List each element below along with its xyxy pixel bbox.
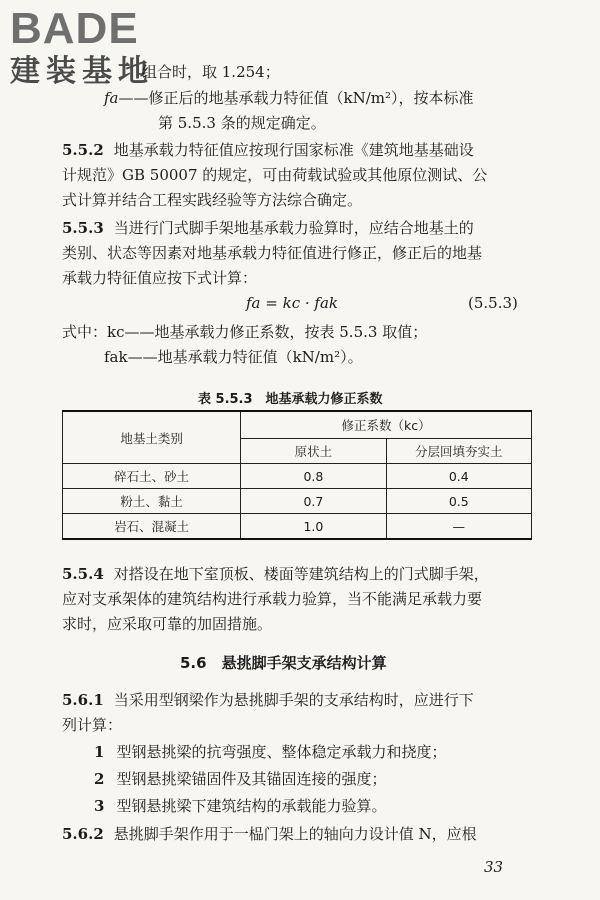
header-fill: 分层回填夯实土	[386, 439, 531, 464]
clause-5-6-1	[62, 690, 474, 710]
text-span: ——修正后的地基承载力特征值（kN/m²），按本标准	[118, 89, 474, 107]
clause-number: 5.6.2	[62, 825, 104, 843]
table-header-row	[63, 411, 532, 439]
item-number: 3	[94, 797, 105, 815]
text-line: fak——地基承载力特征值（kN/m²）。	[104, 348, 363, 366]
text-span: 型钢悬挑梁锚固件及其锚固连接的强度；	[116, 770, 387, 788]
table-row	[63, 514, 532, 540]
clause-5-6-2	[62, 824, 477, 844]
table-row	[63, 464, 532, 489]
cell-soil: 岩石、混凝土	[63, 514, 241, 540]
bade-logo	[10, 4, 178, 100]
cell-fill: 0.5	[386, 489, 531, 514]
formula-number: (5.5.3)	[468, 294, 518, 312]
text-line: 式中：kc——地基承载力修正系数，按表 5.5.3 取值；	[62, 323, 428, 341]
text-line	[104, 88, 474, 108]
cell-orig: 0.7	[241, 489, 386, 514]
list-item	[94, 769, 386, 789]
clause-5-5-2	[62, 140, 474, 160]
text-span: 地基承载力特征值应按现行国家标准《建筑地基基础设	[113, 141, 474, 159]
text-span: 当进行门式脚手架地基承载力验算时，应结合地基土的	[113, 219, 474, 237]
text-line: 式计算并结合工程实践经验等方法综合确定。	[62, 191, 363, 209]
text-line: 应对支承架体的建筑结构进行承载力验算，当不能满足承载力要	[62, 590, 483, 608]
page-number: 33	[484, 858, 504, 876]
cell-fill: 0.4	[386, 464, 531, 489]
text-line: 求时，应采取可靠的加固措施。	[62, 615, 273, 633]
text-span: 型钢悬挑梁的抗弯强度、整体稳定承载力和挠度；	[116, 743, 447, 761]
cell-soil: 碎石土、砂土	[63, 464, 241, 489]
clause-5-5-3	[62, 218, 474, 238]
cell-soil: 粉土、黏土	[63, 489, 241, 514]
correction-table	[62, 410, 532, 540]
text-span: 当采用型钢梁作为悬挑脚手架的支承结构时，应进行下	[113, 691, 474, 709]
text-line: 组合时，取 1.254；	[142, 63, 280, 81]
text-span: 对搭设在地下室顶板、楼面等建筑结构上的门式脚手架，	[113, 565, 489, 583]
cell-orig: 1.0	[241, 514, 386, 540]
text-span: 型钢悬挑梁下建筑结构的承载能力验算。	[116, 797, 387, 815]
cell-orig: 0.8	[241, 464, 386, 489]
header-coef: 修正系数（kc）	[241, 411, 532, 439]
text-line: 承载力特征值应按下式计算：	[62, 269, 258, 287]
text-span: 悬挑脚手架作用于一榀门架上的轴向力设计值 N，应根	[113, 825, 477, 843]
table-title: 表 5.5.3 地基承载力修正系数	[198, 392, 383, 407]
clause-number: 5.5.4	[62, 565, 104, 583]
clause-5-5-4	[62, 564, 489, 584]
clause-number: 5.5.3	[62, 219, 104, 237]
section-heading: 5.6 悬挑脚手架支承结构计算	[180, 654, 387, 672]
header-orig: 原状土	[241, 439, 386, 464]
item-number: 1	[94, 743, 105, 761]
item-number: 2	[94, 770, 105, 788]
text-line: 计规范》GB 50007 的规定，可由荷载试验或其他原位测试、公	[62, 166, 488, 184]
logo-subtitle: 建装基地	[10, 54, 154, 89]
formula: fa = kc · fak	[246, 294, 338, 312]
header-soil: 地基土类别	[63, 411, 241, 464]
clause-number: 5.5.2	[62, 141, 104, 159]
list-item	[94, 796, 386, 816]
clause-number: 5.6.1	[62, 691, 104, 709]
cell-fill: —	[386, 514, 531, 540]
list-item	[94, 742, 446, 762]
logo-wordmark: BADE	[10, 4, 139, 53]
text-line: 类别、状态等因素对地基承载力特征值进行修正，修正后的地基	[62, 244, 483, 262]
symbol-fa: fa	[104, 89, 119, 107]
text-line: 第 5.5.3 条的规定确定。	[158, 114, 326, 132]
text-line: 列计算：	[62, 716, 123, 734]
table-row	[63, 489, 532, 514]
